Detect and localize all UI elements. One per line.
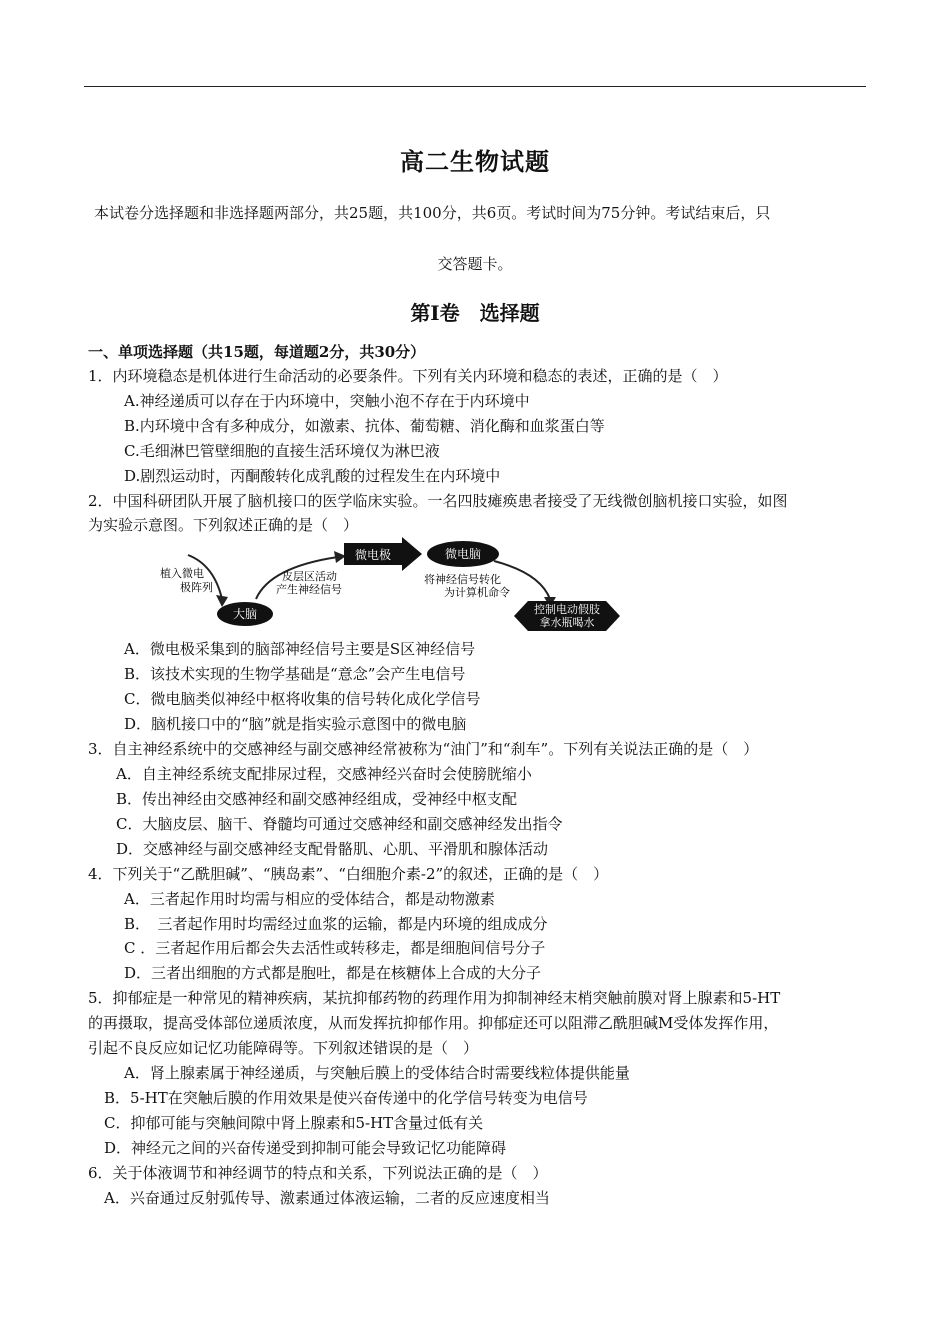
implant-label-1: 植入微电 (160, 567, 204, 580)
question-1-option-d: D.剧烈运动时，丙酮酸转化成乳酸的过程发生在内环境中 (124, 467, 501, 485)
question-5-option-a: A．肾上腺素属于神经递质，与突触后膜上的受体结合时需要线粒体提供能量 (124, 1064, 630, 1082)
question-4-option-d: D．三者出细胞的方式都是胞吐，都是在核糖体上合成的大分子 (124, 964, 542, 982)
question-1-option-a: A.神经递质可以存在于内环境中，突触小泡不存在于内环境中 (124, 392, 530, 410)
output-label-2: 拿水瓶喝水 (539, 616, 595, 629)
question-1-stem: 1．内环境稳态是机体进行生命活动的必要条件。下列有关内环境和稳态的表述，正确的是（ ） (88, 367, 728, 385)
question-2-stem-2: 为实验示意图。下列叙述正确的是（ ） (88, 516, 359, 534)
question-1-option-b: B.内环境中含有多种成分，如激素、抗体、葡萄糖、消化酶和血浆蛋白等 (124, 417, 605, 435)
page-title: 高二生物试题 (400, 147, 550, 176)
question-4-option-c: C ．三者起作用后都会失去活性或转移走，都是细胞间信号分子 (124, 939, 546, 957)
brain-label: 大脑 (232, 607, 258, 621)
cortex-label-1: 皮层区活动 (282, 570, 337, 583)
question-5-stem-2: 的再摄取，提高受体部位递质浓度，从而发挥抗抑郁作用。抑郁症还可以阻滞乙酰胆碱M受体发挥作用， (88, 1014, 779, 1032)
question-2-option-a: A．微电极采集到的脑部神经信号主要是S区神经信号 (124, 640, 476, 658)
question-3-stem: 3．自主神经系统中的交感神经与副交感神经常被称为“油门”和“刹车”。下列有关说法正确的是（ ） (88, 740, 759, 758)
question-5-option-d: D．神经元之间的兴奋传递受到抑制可能会导致记忆功能障碍 (104, 1139, 507, 1157)
intro-line-2: 交答题卡。 (437, 255, 513, 273)
question-3-option-c: C．大脑皮层、脑干、脊髓均可通过交感神经和副交感神经发出指令 (116, 815, 563, 833)
question-6-option-a: A．兴奋通过反射弧传导、激素通过体液运输，二者的反应速度相当 (104, 1189, 550, 1207)
question-4-option-a: A．三者起作用时均需与相应的受体结合，都是动物激素 (124, 890, 495, 908)
question-2-option-b: B．该技术实现的生物学基础是“意念”会产生电信号 (124, 665, 466, 683)
cortex-label-2: 产生神经信号 (276, 583, 342, 596)
intro-line-1: 本试卷分选择题和非选择题两部分，共25题，共100分，共6页。考试时间为75分钟。考试结束后，只 (94, 204, 771, 222)
question-5-stem-1: 5．抑郁症是一种常见的精神疾病，某抗抑郁药物的药理作用为抑制神经末梢突触前膜对肾上腺素和5-HT (88, 989, 781, 1007)
part-title: 第Ⅰ卷 选择题 (410, 301, 540, 325)
computer-label: 微电脑 (444, 547, 482, 561)
question-4-option-b: B． 三者起作用时均需经过血浆的运输，都是内环境的组成成分 (124, 915, 548, 933)
convert-label-1: 将神经信号转化 (424, 573, 501, 586)
question-3-option-d: D．交感神经与副交感神经支配骨骼肌、心肌、平滑肌和腺体活动 (116, 840, 549, 858)
question-5-stem-3: 引起不良反应如记忆功能障碍等。下列叙述错误的是（ ） (88, 1039, 479, 1057)
question-2-option-d: D．脑机接口中的“脑”就是指实验示意图中的微电脑 (124, 715, 467, 733)
section-title: 一、单项选择题（共15题，每道题2分，共30分） (88, 343, 426, 361)
question-2-option-c: C．微电脑类似神经中枢将收集的信号转化成化学信号 (124, 690, 481, 708)
header-rule (84, 86, 866, 87)
question-3-option-b: B．传出神经由交感神经和副交感神经组成，受神经中枢支配 (116, 790, 518, 808)
implant-label-2: 极阵列 (180, 581, 213, 594)
electrode-label: 微电极 (354, 548, 392, 562)
output-label-1: 控制电动假肢 (534, 603, 600, 616)
question-6-stem: 6．关于体液调节和神经调节的特点和关系，下列说法正确的是（ ） (88, 1164, 548, 1182)
convert-label-2: 为计算机命令 (444, 586, 510, 599)
question-2-stem-1: 2．中国科研团队开展了脑机接口的医学临床实验。一名四肢瘫痪患者接受了无线微创脑机接口实验，如图 (88, 492, 788, 510)
question-1-option-c: C.毛细淋巴管壁细胞的直接生活环境仅为淋巴液 (124, 442, 440, 460)
question-5-option-b: B．5-HT在突触后膜的作用效果是使兴奋传递中的化学信号转变为电信号 (104, 1089, 588, 1107)
question-4-stem: 4．下列关于“乙酰胆碱”、“胰岛素”、“白细胞介素-2”的叙述，正确的是（ ） (88, 865, 609, 883)
question-3-option-a: A．自主神经系统支配排尿过程，交感神经兴奋时会使膀胱缩小 (116, 765, 532, 783)
question-5-option-c: C．抑郁可能与突触间隙中肾上腺素和5-HT含量过低有关 (104, 1114, 484, 1132)
brain-computer-interface-diagram (148, 537, 628, 635)
